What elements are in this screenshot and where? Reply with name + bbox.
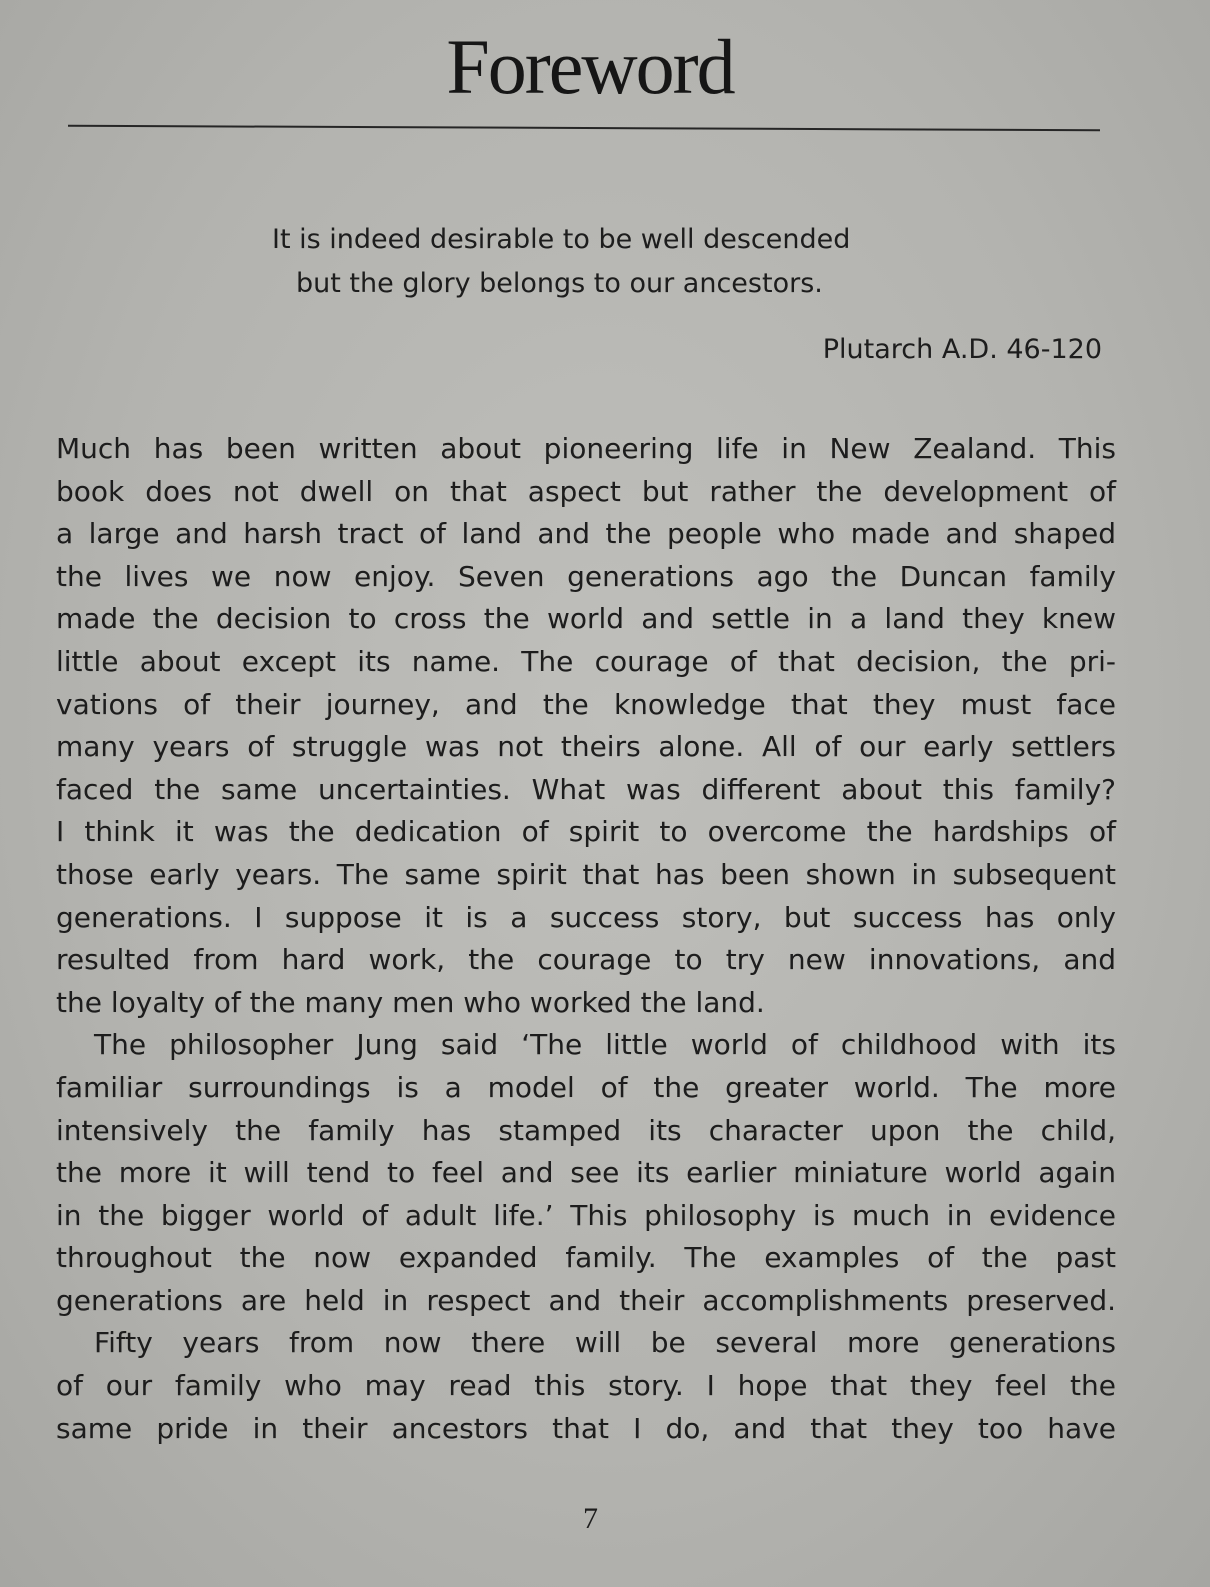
epigraph-line: but the glory belongs to our ancestors. — [296, 268, 823, 299]
body-line: vations of their journey, and the knowledge that they must face — [56, 687, 1116, 721]
body-line: throughout the now expanded family. The examples of the past — [56, 1241, 1116, 1275]
body-line: book does not dwell on that aspect but rather the development of — [56, 474, 1116, 508]
body-line: faced the same uncertainties. What was different about this family? — [56, 772, 1116, 806]
body-line: little about except its name. The courage of that decision, the pri- — [56, 644, 1116, 678]
body-line: the loyalty of the many men who worked the land. — [56, 985, 765, 1019]
body-line: made the decision to cross the world and settle in a land they knew — [56, 602, 1116, 636]
page-title: Foreword — [446, 23, 734, 110]
body-line: the lives we now enjoy. Seven generations ago the Duncan family — [56, 559, 1116, 593]
body-line: resulted from hard work, the courage to try new innovations, and — [56, 943, 1116, 977]
body-line: generations. I suppose it is a success story, but success has only — [56, 900, 1116, 934]
body-line: familiar surroundings is a model of the greater world. The more — [56, 1070, 1116, 1104]
body-line: Fifty years from now there will be several more generations — [94, 1326, 1116, 1360]
body-line: Much has been written about pioneering life in New Zealand. This — [56, 432, 1116, 465]
epigraph-line: It is indeed desirable to be well descended — [272, 224, 851, 255]
body-line: those early years. The same spirit that has been shown in subsequent — [56, 857, 1116, 891]
title-rule — [68, 125, 1100, 132]
body-line: The philosopher Jung said ‘The little world of childhood with its — [94, 1028, 1116, 1062]
body-line: of our family who may read this story. I hope that they feel the — [56, 1369, 1116, 1403]
epigraph-attribution: Plutarch A.D. 46-120 — [822, 334, 1102, 365]
body-line: generations are held in respect and their accomplishments preserved. — [56, 1283, 1116, 1317]
page-number: 7 — [583, 1502, 598, 1535]
body-line: the more it will tend to feel and see its earlier miniature world again — [56, 1156, 1116, 1190]
body-text — [56, 428, 1116, 1450]
body-line: many years of struggle was not theirs alone. All of our early settlers — [56, 730, 1116, 764]
body-line: intensively the family has stamped its character upon the child, — [56, 1113, 1116, 1147]
body-line: a large and harsh tract of land and the people who made and shaped — [56, 517, 1116, 551]
body-line: I think it was the dedication of spirit to overcome the hardships of — [56, 815, 1116, 849]
body-line: in the bigger world of adult life.’ This philosophy is much in evidence — [56, 1198, 1116, 1232]
body-line: same pride in their ancestors that I do, and that they too have — [56, 1411, 1116, 1445]
